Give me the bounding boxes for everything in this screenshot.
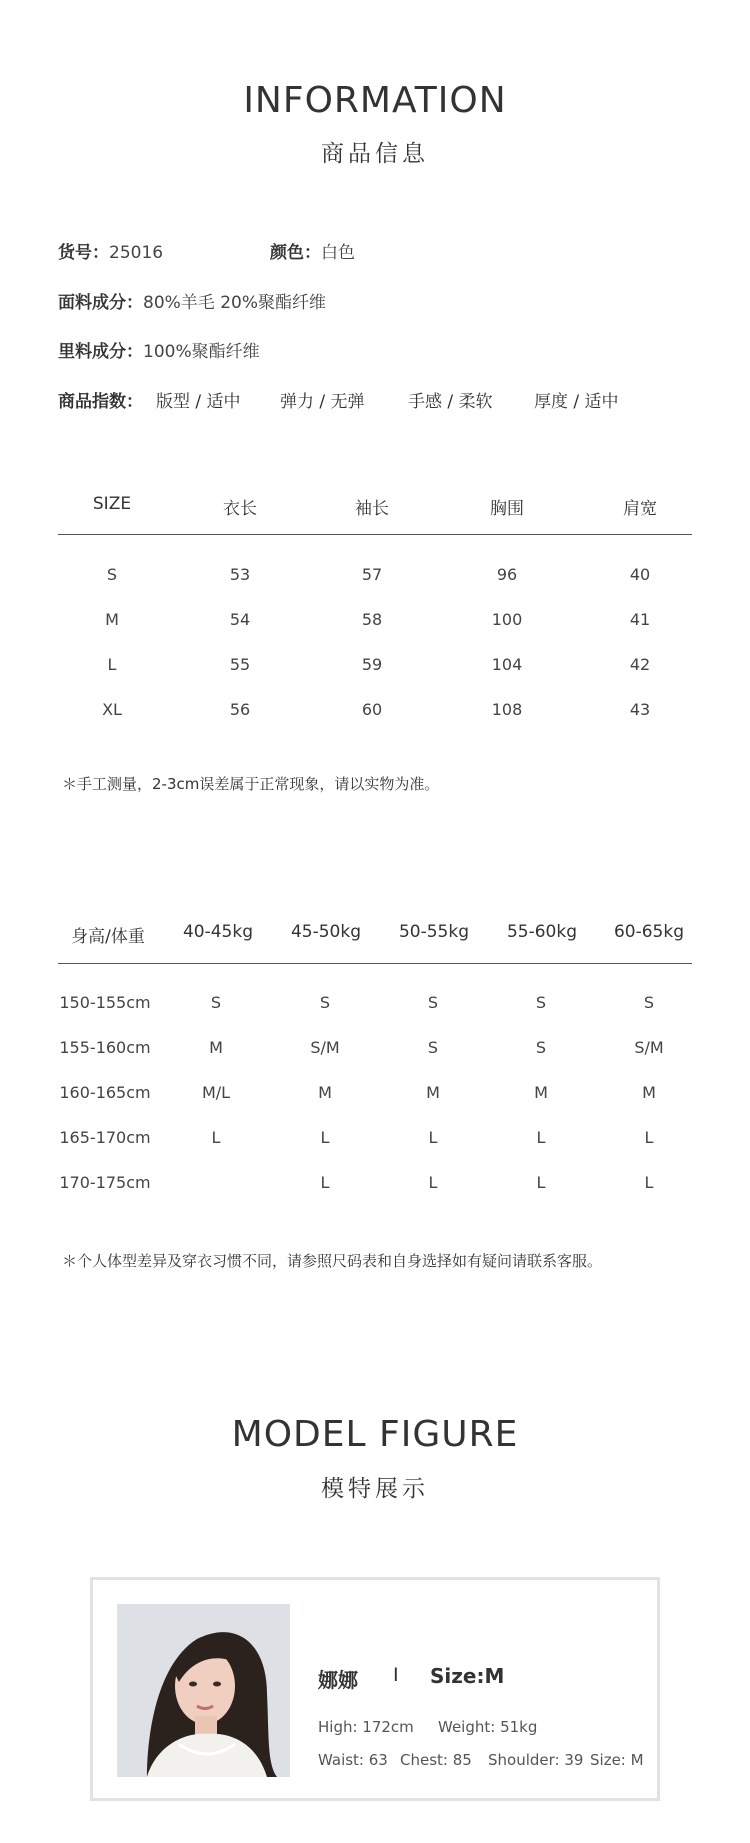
fabric-row	[58, 288, 326, 313]
lining-value: 100%聚酯纤维	[143, 342, 260, 362]
index-item: 手感 / 柔软	[408, 392, 493, 412]
fit-cell: L	[536, 1128, 546, 1147]
fit-cell: M	[209, 1038, 223, 1057]
fit-cell: S/M	[634, 1038, 664, 1057]
fit-cell: S	[427, 1038, 439, 1057]
fabric-label: 面料成分：	[58, 293, 143, 313]
model-section-subtitle: 模特展示	[321, 1476, 429, 1502]
fit-cell: L	[644, 1128, 654, 1147]
size-cell: 53	[229, 565, 251, 584]
fit-cell: M	[426, 1083, 440, 1102]
model-separator: I	[393, 1664, 399, 1686]
fit-header: 50-55kg	[398, 922, 470, 942]
fit-cell: M/L	[201, 1083, 231, 1102]
fit-cell: 160-165cm	[59, 1083, 151, 1102]
model-section-title: MODEL FIGURE	[231, 1414, 519, 1455]
fit-cell: L	[536, 1173, 546, 1192]
fit-cell: M	[642, 1083, 656, 1102]
model-size-value: M	[484, 1664, 505, 1688]
size-note: ＊手工测量，2-3cm误差属于正常现象，请以实物为准。	[62, 775, 440, 793]
fit-cell: S	[319, 993, 331, 1012]
index-row	[58, 387, 698, 411]
fit-cell: L	[320, 1173, 330, 1192]
sku-row	[58, 238, 163, 263]
model-waist: Waist: 63	[318, 1751, 388, 1769]
model-name: 娜娜	[318, 1668, 358, 1692]
size-header: SIZE	[92, 494, 132, 514]
size-cell: 43	[629, 700, 651, 719]
size-cell: M	[105, 610, 119, 629]
fit-cell: L	[428, 1173, 438, 1192]
fit-cell: 170-175cm	[59, 1173, 151, 1192]
model-card	[90, 1577, 660, 1801]
fit-cell: M	[534, 1083, 548, 1102]
sku-value: 25016	[109, 243, 164, 263]
model-height: High: 172cm	[318, 1718, 414, 1736]
size-header: 袖长	[355, 499, 389, 519]
model-photo	[117, 1604, 290, 1777]
size-header: 衣长	[223, 499, 257, 519]
size-header: 胸围	[490, 499, 524, 519]
size-cell: 54	[229, 610, 251, 629]
fit-cell: S/M	[310, 1038, 340, 1057]
index-item: 厚度 / 适中	[534, 392, 619, 412]
size-cell: 108	[491, 700, 523, 719]
lining-row	[58, 337, 260, 362]
color-value: 白色	[321, 243, 355, 263]
size-cell: 100	[491, 610, 523, 629]
size-header: 肩宽	[623, 499, 657, 519]
model-photo-illustration	[117, 1604, 290, 1777]
model-size-label: Size:	[430, 1664, 485, 1688]
model-shoulder: Shoulder: 39	[488, 1751, 584, 1769]
index-label: 商品指数：	[58, 392, 143, 412]
fabric-value: 80%羊毛 20%聚酯纤维	[143, 293, 326, 313]
fit-header: 55-60kg	[506, 922, 578, 942]
size-cell: 60	[361, 700, 383, 719]
size-cell: 40	[629, 565, 651, 584]
fit-cell: M	[318, 1083, 332, 1102]
size-cell: 55	[229, 655, 251, 674]
size-cell: XL	[102, 700, 122, 719]
fit-note: ＊个人体型差异及穿衣习惯不同，请参照尺码表和自身选择如有疑问请联系客服。	[62, 1252, 603, 1270]
size-cell: 59	[361, 655, 383, 674]
model-size	[430, 1664, 504, 1688]
fit-cell: S	[643, 993, 655, 1012]
size-cell: L	[107, 655, 117, 674]
fit-cell: 150-155cm	[59, 993, 151, 1012]
fit-cell: 165-170cm	[59, 1128, 151, 1147]
fit-header: 身高/体重	[71, 927, 145, 947]
fit-cell: S	[535, 1038, 547, 1057]
fit-cell: L	[320, 1128, 330, 1147]
fit-header: 45-50kg	[290, 922, 362, 942]
size-cell: 57	[361, 565, 383, 584]
information-subtitle: 商品信息	[321, 141, 429, 167]
size-cell: 42	[629, 655, 651, 674]
index-item: 版型 / 适中	[156, 392, 241, 412]
fit-table-rule	[58, 963, 692, 964]
model-weight: Weight: 51kg	[438, 1718, 538, 1736]
sku-label: 货号：	[58, 243, 109, 263]
fit-header: 40-45kg	[182, 922, 254, 942]
fit-cell: L	[644, 1173, 654, 1192]
size-cell: S	[106, 565, 118, 584]
information-title: INFORMATION	[243, 80, 507, 121]
fit-cell: S	[535, 993, 547, 1012]
fit-cell: S	[427, 993, 439, 1012]
color-label: 颜色：	[270, 243, 321, 263]
fit-cell: L	[211, 1128, 221, 1147]
size-cell: 58	[361, 610, 383, 629]
model-size-text: Size: M	[590, 1751, 644, 1769]
fit-header: 60-65kg	[613, 922, 685, 942]
fit-cell: 155-160cm	[59, 1038, 151, 1057]
lining-label: 里料成分：	[58, 342, 143, 362]
size-table-rule	[58, 534, 692, 535]
model-chest: Chest: 85	[400, 1751, 472, 1769]
size-cell: 56	[229, 700, 251, 719]
color-row	[270, 238, 355, 263]
size-cell: 41	[629, 610, 651, 629]
fit-cell: L	[428, 1128, 438, 1147]
index-item: 弹力 / 无弹	[280, 392, 365, 412]
size-cell: 104	[491, 655, 523, 674]
size-cell: 96	[496, 565, 518, 584]
fit-cell: S	[210, 993, 222, 1012]
